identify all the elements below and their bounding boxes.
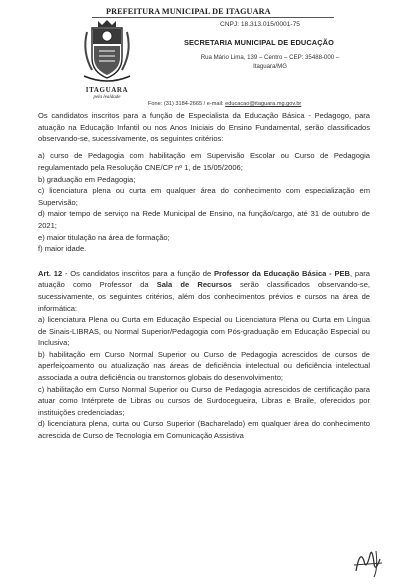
cnpj-text: CNPJ: 18.313.015/0001-75 bbox=[220, 21, 300, 28]
criteria-c: c) licenciatura plena ou curta em qualquer área do conhecimento com especialização em Supervisão; bbox=[38, 186, 370, 207]
municipal-crest-logo bbox=[78, 18, 136, 90]
address-block bbox=[175, 53, 365, 71]
article-12-item-c: c) habilitação em Curso Normal Superior ou Curso de Pedagogia acrescidos de certificação para atuar como Intérprete de Libras ou cursos de Surdocegueira, Libras e Braile, oferecidos por instituições credenciadas; bbox=[38, 384, 370, 417]
handwritten-signature bbox=[348, 541, 388, 581]
criteria-b: b) graduação em Pedagogia; bbox=[38, 174, 136, 184]
address-line-2: Itaguara/MG bbox=[253, 63, 287, 71]
criteria-d: d) maior tempo de serviço na Rede Municipal de Ensino, na função/cargo, até 31 de outubro de 2021; bbox=[38, 209, 370, 230]
email-link[interactable]: educacao@itaguara.mg.gov.br bbox=[225, 101, 302, 107]
article-12-label: Art. 12 bbox=[38, 268, 63, 278]
article-12-item-b: b) habilitação em Curso Normal Superior ou Curso de Pedagogia acrescidos de cursos de aperfeiçoamento ou atualização nas áreas de deficiência intelectual ou deficiência intelectual associada a outra deficiência ou transtornos globais do desenvolvimento; bbox=[38, 349, 370, 383]
contact-line bbox=[148, 101, 301, 107]
criteria-e: e) maior titulação na área de formação; bbox=[38, 232, 170, 242]
prefeitura-title: PREFEITURA MUNICIPAL DE ITAGUARA bbox=[106, 7, 271, 16]
article-12-paragraph bbox=[38, 268, 370, 314]
document-body bbox=[38, 110, 370, 442]
article-12-text-1: - Os candidatos inscritos para a função de bbox=[62, 268, 214, 278]
phone-text: Fone: (31) 3184-2665 / e-mail: bbox=[148, 101, 224, 107]
article-12-room: Sala de Recursos bbox=[156, 280, 232, 290]
crest-city-name: ITAGUARA bbox=[85, 86, 129, 94]
article-12-text-3: serão classificados observando-se, sucessivamente, os seguintes critérios, além dos conhecimentos prévios e cursos na área de informática: bbox=[38, 280, 370, 313]
crest-motto: pela lealdade bbox=[93, 95, 121, 100]
intro-paragraph: Os candidatos inscritos para a função de Especialista da Educação Básica - Pedagogo, para atuação na Educação Infantil ou nos Anos Iniciais do Ensino Fundamental, serão classificados observando-se, sucessivamente, os seguintes critérios: bbox=[38, 111, 370, 144]
secretaria-title: SECRETARIA MUNICIPAL DE EDUCAÇÃO bbox=[184, 38, 334, 47]
criteria-f: f) maior idade. bbox=[38, 244, 87, 254]
article-12-role: Professor da Educação Básica - PEB bbox=[213, 268, 350, 278]
article-12-text-2: , para atuação como Professor da bbox=[38, 268, 370, 290]
address-line-1: Rua Mário Lima, 139 – Centro – CEP: 35488-000 – bbox=[200, 54, 340, 61]
criteria-a: a) curso de Pedagogia com habilitação em Supervisão Escolar ou Curso de Pedagogia regulamentado pela Resolução CNE/CP nº 1, de 15/05/2006; bbox=[38, 151, 370, 172]
article-12-item-d: d) licenciatura plena, curta ou Curso Superior (Bacharelado) em qualquer área do conhecimento acrescida de Curso de Tecnologia em Comunicação Assistiva bbox=[38, 419, 370, 441]
article-12-item-a: a) licenciatura Plena ou Curta em Educação Especial ou Licenciatura Plena ou Curta em Língua de Sinais-LIBRAS, ou Normal Superior/Pedagogia com Pós-graduação em Educação Especial ou Inclusiva; bbox=[38, 315, 370, 348]
